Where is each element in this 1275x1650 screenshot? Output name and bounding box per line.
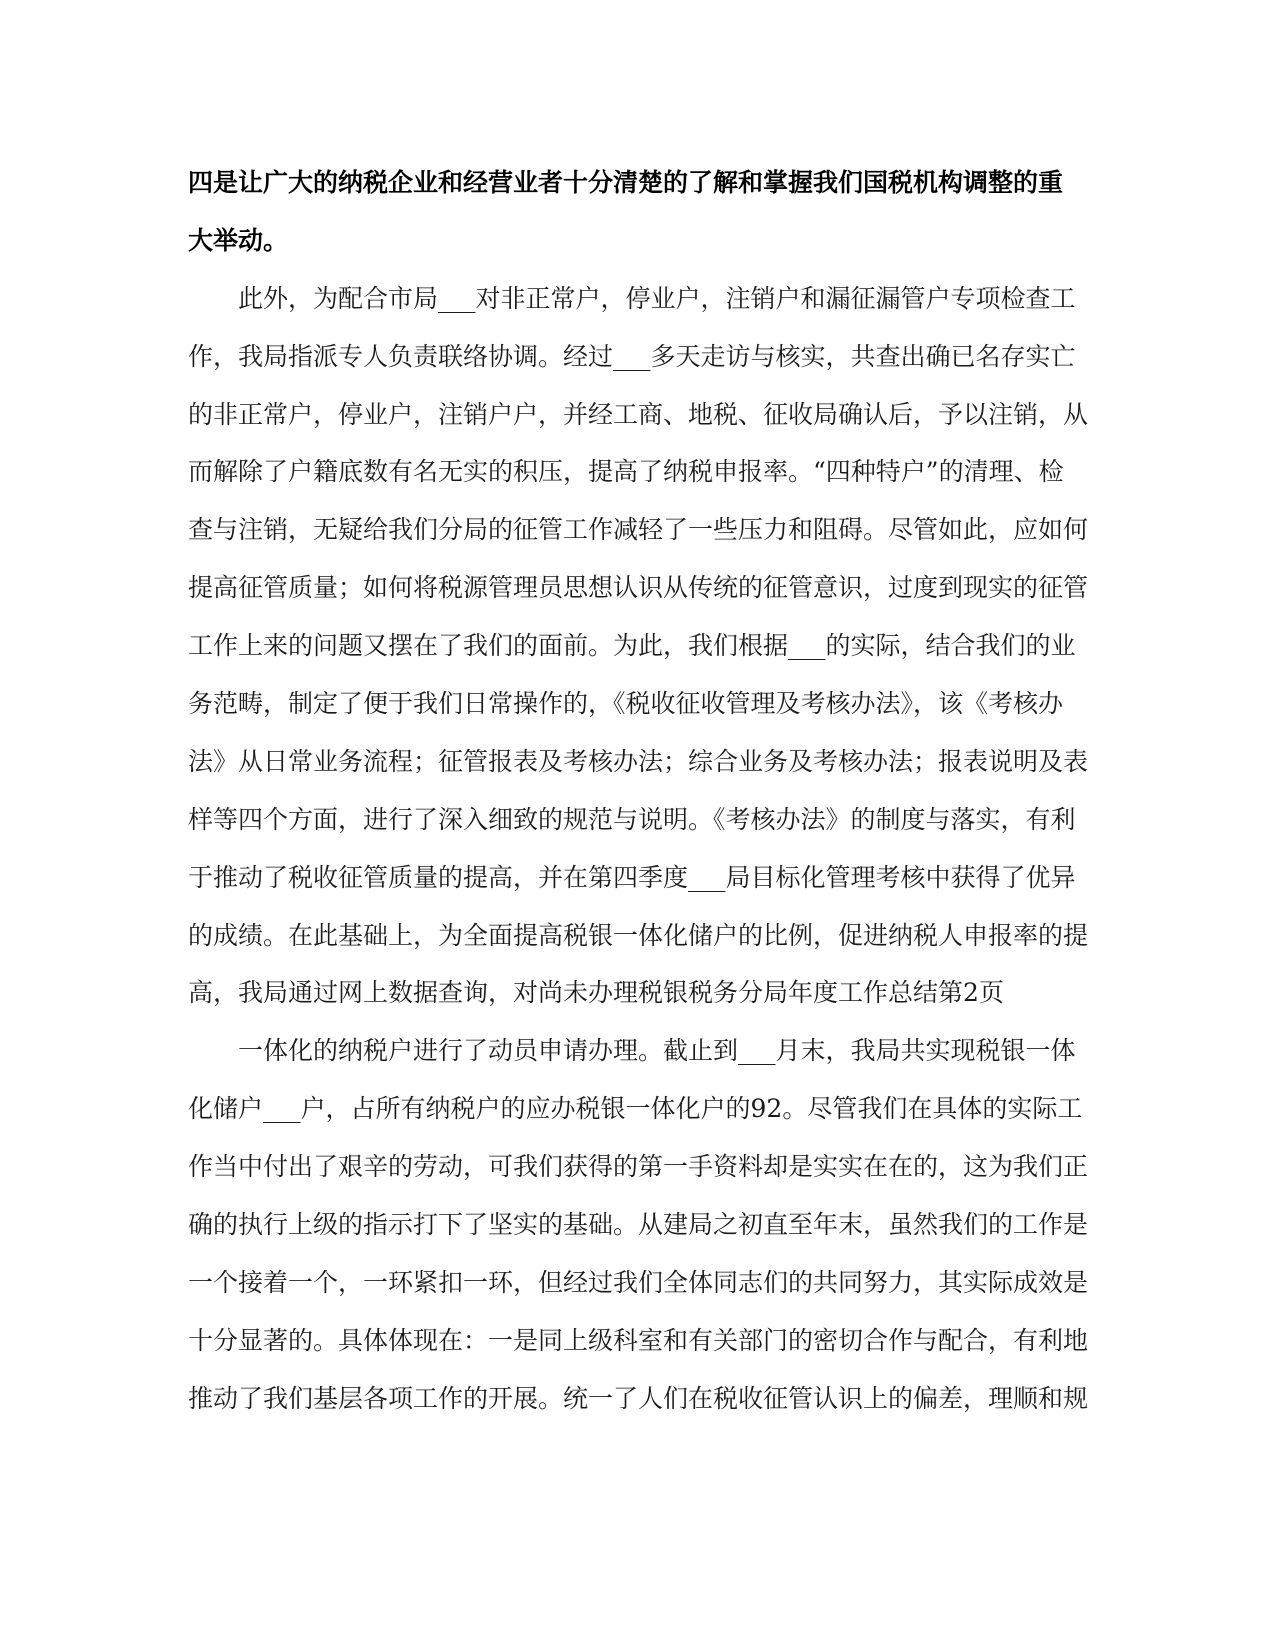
- paragraph-line: 而解除了户籍底数有名无实的积压，提高了纳税申报率。“四种特户”的清理、检: [188, 457, 1064, 487]
- paragraph-line: 的非正常户，停业户，注销户户，并经工商、地税、征收局确认后，予以注销，从: [188, 399, 1089, 429]
- paragraph-line: 工作上来的问题又摆在了我们的面前。为此，我们根据___的实际，结合我们的业: [188, 631, 1076, 661]
- paragraph-line: 于推动了税收征管质量的提高，并在第四季度___局目标化管理考核中获得了优异: [188, 862, 1076, 892]
- paragraph-line: 一体化的纳税户进行了动员申请办理。截止到___月末，我局共实现税银一体: [238, 1036, 1076, 1066]
- paragraph-line: 作当中付出了艰辛的劳动，可我们获得的第一手资料却是实实在在的，这为我们正: [188, 1152, 1089, 1182]
- paragraph-line: 高，我局通过网上数据查询，对尚未办理税银税务分局年度工作总结第2页: [188, 978, 1004, 1008]
- paragraph-line: 此外，为配合市局___对非正常户，停业户，注销户和漏征漏管户专项检查工: [238, 283, 1076, 313]
- paragraph-line: 作，我局指派专人负责联络协调。经过___多天走访与核实，共查出确已名存实亡: [188, 341, 1076, 371]
- heading-line: 大举动。: [188, 225, 289, 255]
- paragraph-line: 的成绩。在此基础上，为全面提高税银一体化储户的比例，促进纳税人申报率的提: [188, 920, 1089, 950]
- paragraph-line: 十分显著的。具体体现在：一是同上级科室和有关部门的密切合作与配合，有利地: [188, 1325, 1089, 1355]
- paragraph-line: 样等四个方面，进行了深入细致的规范与说明。《考核办法》的制度与落实，有利: [188, 804, 1076, 834]
- paragraph-line: 一个接着一个，一环紧扣一环，但经过我们全体同志们的共同努力，其实际成效是: [188, 1267, 1089, 1297]
- paragraph-line: 化储户___户，占所有纳税户的应办税银一体化户的92。尽管我们在具体的实际工: [188, 1094, 1083, 1124]
- heading-line: 四是让广大的纳税企业和经营业者十分清楚的了解和掌握我们国税机构调整的重: [188, 168, 1064, 197]
- paragraph-line: 法》从日常业务流程；征管报表及考核办法；综合业务及考核办法；报表说明及表: [188, 746, 1089, 776]
- paragraph-line: 提高征管质量；如何将税源管理员思想认识从传统的征管意识，过度到现实的征管: [188, 573, 1089, 603]
- paragraph-line: 查与注销，无疑给我们分局的征管工作减轻了一些压力和阻碍。尽管如此，应如何: [188, 515, 1089, 545]
- document-body: [188, 166, 1088, 1440]
- paragraph-line: 务范畴，制定了便于我们日常操作的，《税收征收管理及考核办法》，该《考核办: [188, 689, 1064, 719]
- paragraph-line: 推动了我们基层各项工作的开展。统一了人们在税收征管认识上的偏差，理顺和规: [188, 1383, 1089, 1413]
- paragraph-line: 确的执行上级的指示打下了坚实的基础。从建局之初直至年末，虽然我们的工作是: [188, 1210, 1089, 1240]
